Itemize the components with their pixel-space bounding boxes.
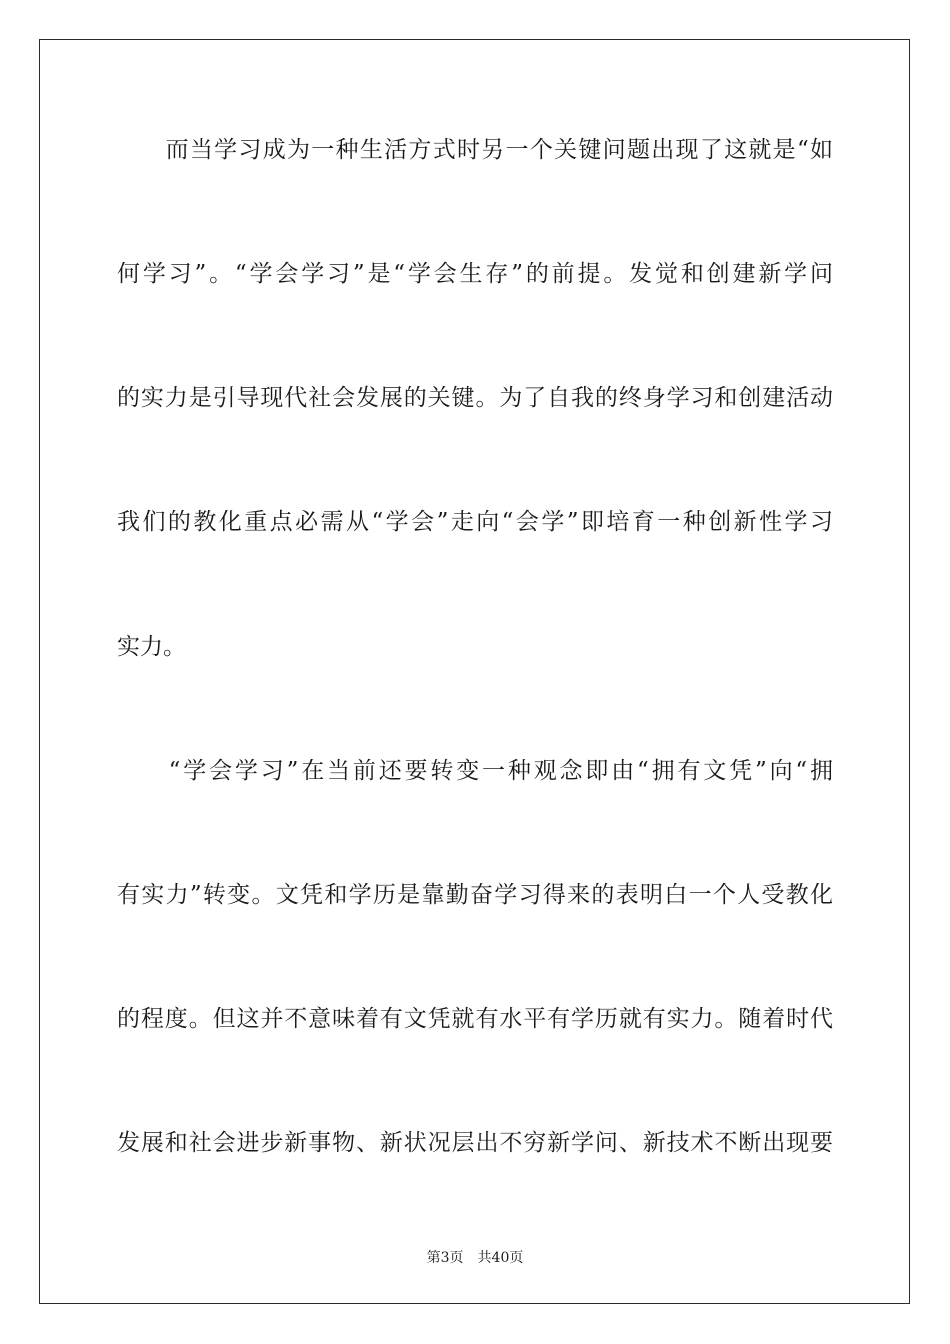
page-number: 第3页 [426,1250,464,1266]
page-total: 共40页 [477,1250,524,1266]
text-line-6: “学会学习”在当前还要转变一种观念即由“拥有文凭”向“拥 [117,758,833,784]
text-line-4: 我们的教化重点必需从“学会”走向“会学”即培育一种创新性学习 [117,509,833,535]
text-line-5: 实力。 [117,634,186,660]
page-border [39,39,910,1304]
text-line-1: 而当学习成为一种生活方式时另一个关键问题出现了这就是“如 [117,137,833,163]
text-line-3: 的实力是引导现代社会发展的关键。为了自我的终身学习和创建活动 [117,385,833,411]
text-line-8: 的程度。但这并不意味着有文凭就有水平有学历就有实力。随着时代 [117,1006,833,1032]
text-line-7: 有实力”转变。文凭和学历是靠勤奋学习得来的表明白一个人受教化 [117,882,833,908]
page-footer [0,1249,950,1267]
text-line-2: 何学习”。“学会学习”是“学会生存”的前提。发觉和创建新学问 [117,261,833,287]
text-line-9: 发展和社会进步新事物、新状况层出不穷新学问、新技术不断出现要 [117,1130,833,1156]
